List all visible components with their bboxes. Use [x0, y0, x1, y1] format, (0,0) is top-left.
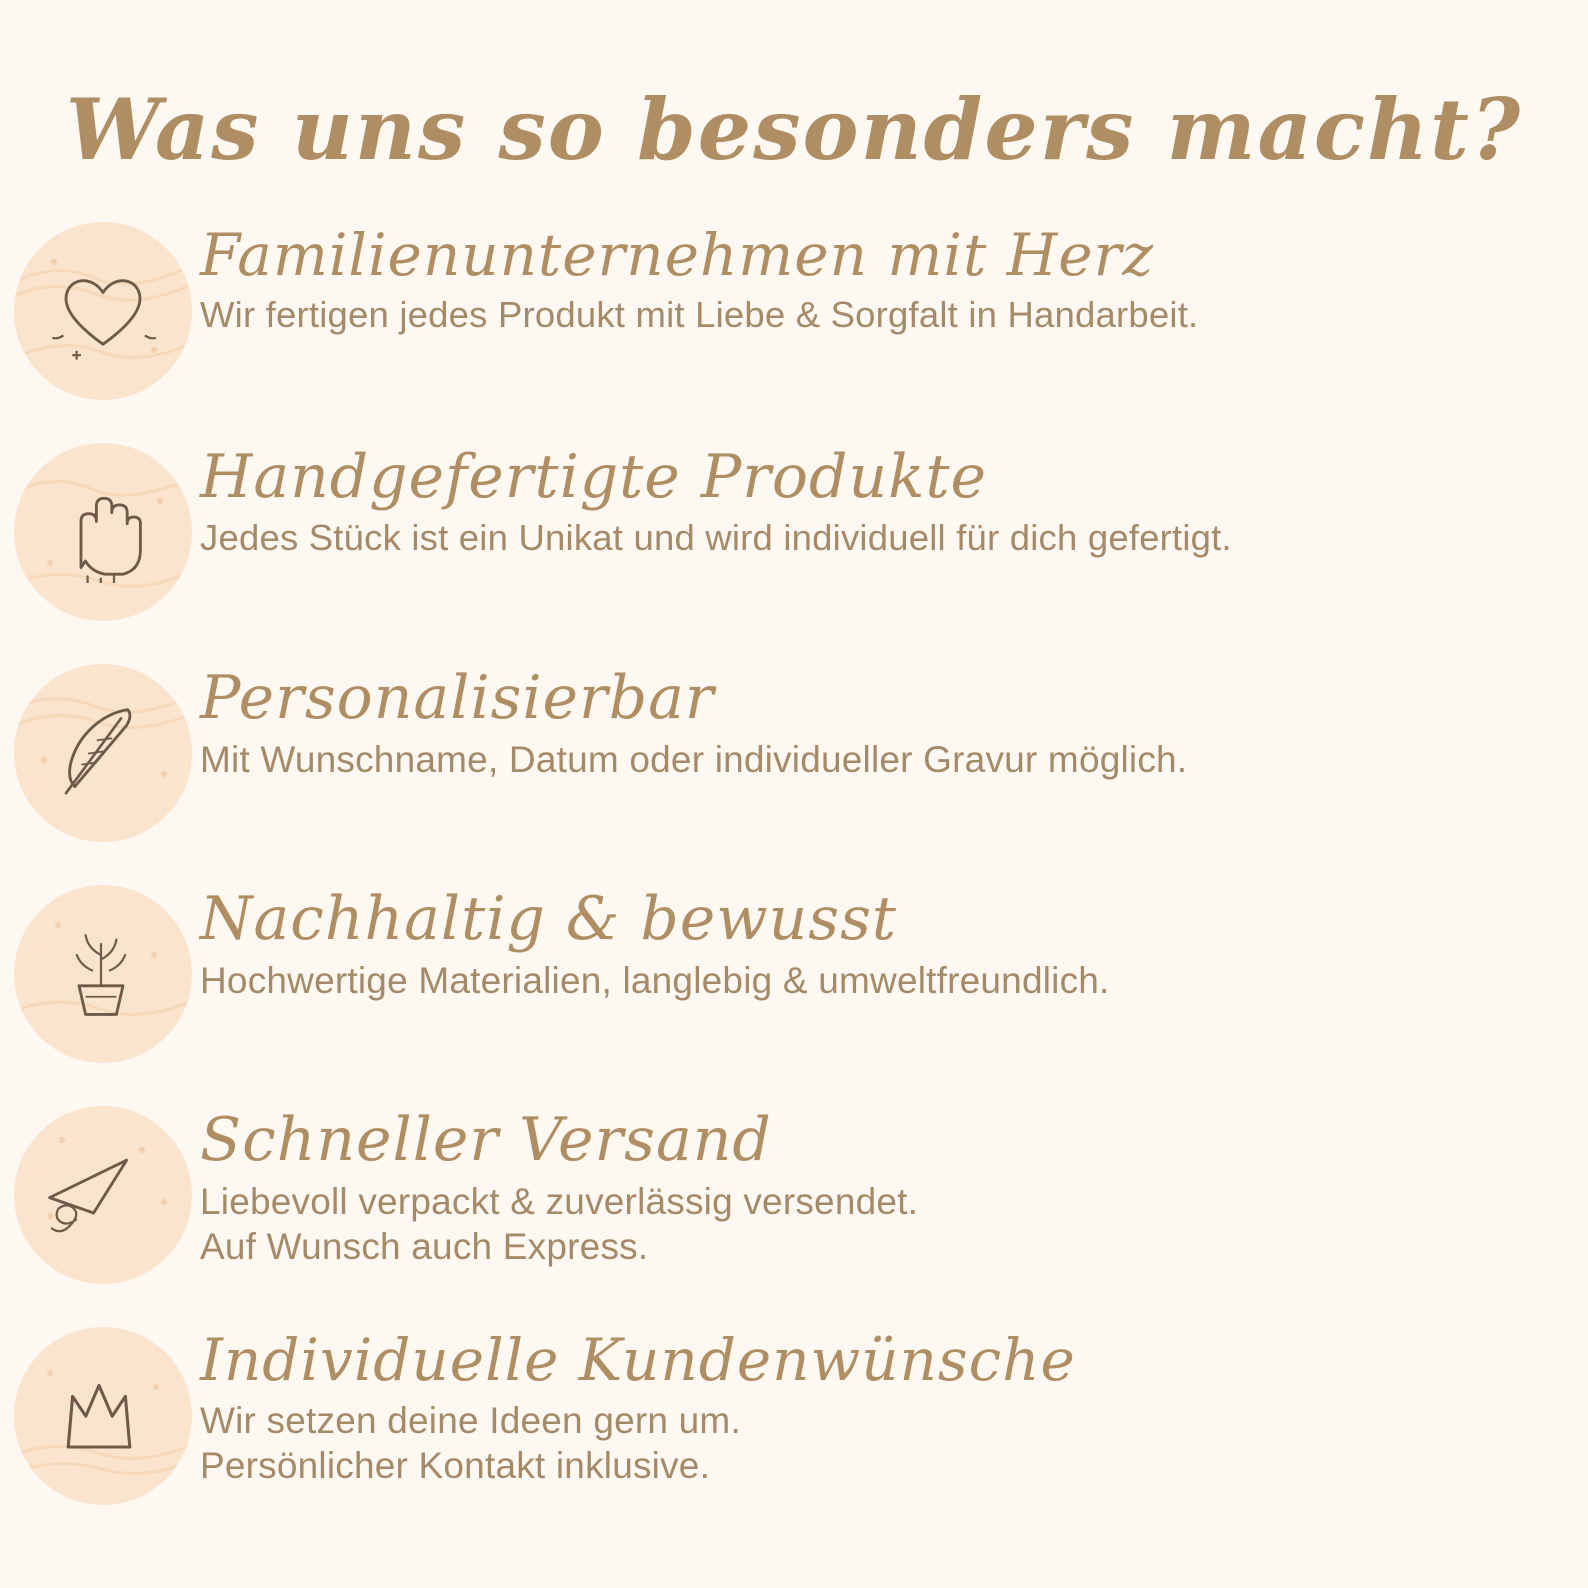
list-item: [0, 1098, 1548, 1293]
feature-description-line: Wir fertigen jedes Produkt mit Liebe & Sorgfalt in Handarbeit.: [200, 293, 1199, 335]
feature-description-line: Mit Wunschname, Datum oder individueller Gravur möglich.: [200, 738, 1188, 780]
heart-icon: [48, 254, 158, 364]
feature-texts: [200, 1098, 1548, 1269]
list-item: [0, 435, 1548, 630]
potted-plant-icon: [46, 911, 156, 1021]
feature-icon-heart: [0, 214, 200, 409]
icon-blob: [14, 443, 192, 621]
feature-description-line: Jedes Stück ist ein Unikat und wird individuell für dich gefertigt.: [200, 516, 1232, 558]
icon-blob: [14, 222, 192, 400]
feature-title: Schneller Versand: [200, 1105, 772, 1176]
feature-description: [200, 1398, 1548, 1488]
feature-description: [200, 293, 1548, 338]
feature-icon-hand: [0, 435, 200, 630]
feather-icon: [44, 692, 154, 802]
feature-title: Familienunternehmen mit Herz: [200, 221, 1154, 290]
feature-texts: [200, 214, 1548, 337]
list-item: [0, 877, 1548, 1072]
feature-description: [200, 958, 1548, 1003]
hand-icon: [48, 473, 158, 583]
feature-texts: [200, 1319, 1548, 1488]
feature-title: Handgefertigte Produkte: [200, 442, 988, 513]
feature-description-line: Persönlicher Kontakt inklusive.: [200, 1444, 711, 1486]
feature-icon-paper-plane: [0, 1098, 200, 1293]
feature-description: [200, 516, 1548, 561]
crown-icon: [44, 1359, 154, 1469]
feature-texts: [200, 877, 1548, 1003]
list-item: [0, 1319, 1548, 1514]
icon-blob: [14, 1106, 192, 1284]
feature-icon-plant: [0, 877, 200, 1072]
icon-blob: [14, 664, 192, 842]
feature-description: [200, 737, 1548, 782]
feature-description-line: Wir setzen deine Ideen gern um.: [200, 1399, 741, 1441]
feature-description-line: Auf Wunsch auch Express.: [200, 1226, 649, 1268]
feature-title: Individuelle Kundenwünsche: [200, 1326, 1076, 1395]
feature-icon-feather: [0, 656, 200, 851]
feature-list: [0, 214, 1588, 1514]
feature-icon-crown: [0, 1319, 200, 1514]
feature-description-line: Liebevoll verpackt & zuverlässig versendet.: [200, 1180, 919, 1222]
list-item: [0, 214, 1548, 409]
icon-blob: [14, 885, 192, 1063]
feature-description: [200, 1179, 1548, 1269]
feature-title: Personalisierbar: [200, 663, 715, 734]
paper-plane-icon: [32, 1136, 142, 1246]
list-item: [0, 656, 1548, 851]
feature-title: Nachhaltig & bewusst: [200, 884, 897, 955]
feature-description-line: Hochwertige Materialien, langlebig & umweltfreundlich.: [200, 959, 1110, 1001]
feature-texts: [200, 435, 1548, 560]
feature-texts: [200, 656, 1548, 782]
icon-blob: [14, 1327, 192, 1505]
page-title: Was uns so besonders macht?: [65, 80, 1523, 179]
